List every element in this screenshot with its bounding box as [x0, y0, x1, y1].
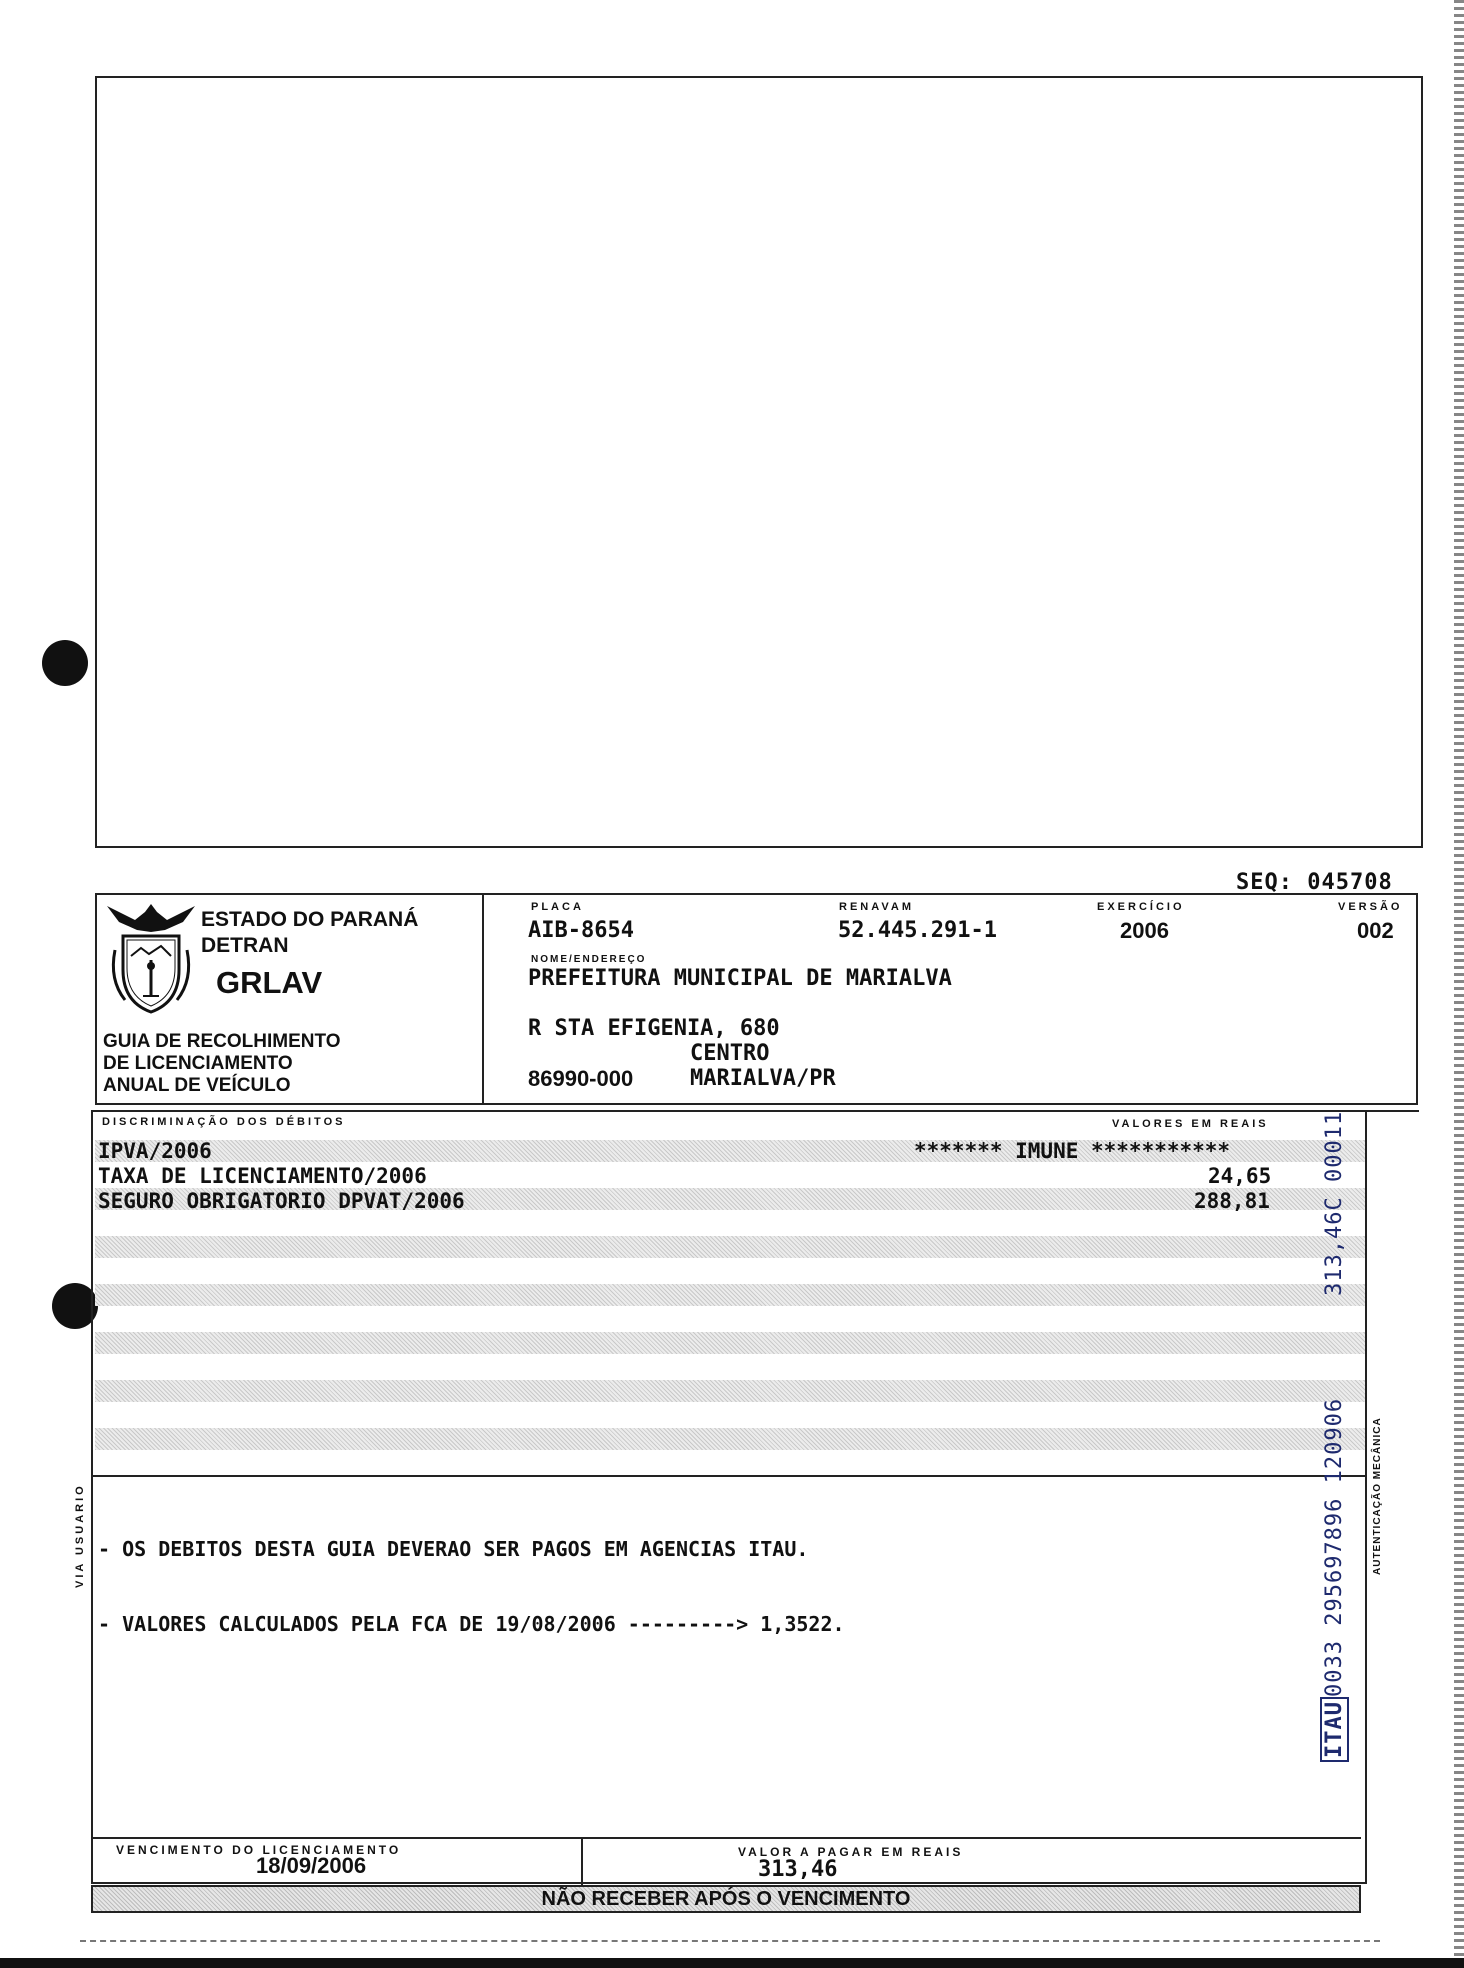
stripe-row [95, 1284, 1365, 1306]
issuer-agency: DETRAN [201, 934, 289, 957]
versao-value: 002 [1357, 918, 1394, 943]
note-line: - VALORES CALCULADOS PELA FCA DE 19/08/2006 ---------> 1,3522. [98, 1612, 845, 1636]
authentication-stamp [1322, 1398, 1347, 1762]
parana-coat-of-arms-icon [105, 900, 197, 1016]
debit-item-value: 24,65 [1208, 1164, 1272, 1188]
paper-edge-bottom [0, 1958, 1464, 1968]
authentication-amount: 313,46C 00011 [1322, 1110, 1347, 1296]
stripe-row [95, 1428, 1365, 1450]
issuer-state: ESTADO DO PARANÁ [201, 908, 419, 931]
address-street: R STA EFIGENIA, 680 [528, 1016, 780, 1041]
authentication-label: AUTENTICAÇÃO MECÂNICA [1372, 1417, 1383, 1575]
punch-hole [42, 640, 88, 686]
notes [98, 1487, 845, 1662]
document-name-line: ANUAL DE VEÍCULO [103, 1075, 291, 1096]
nome-endereco-label: NOME/ENDEREÇO [531, 954, 647, 965]
document-name-line: DE LICENCIAMENTO [103, 1053, 293, 1074]
footer-divider [581, 1837, 583, 1885]
stripe-row [95, 1236, 1365, 1258]
versao-label: VERSÃO [1338, 901, 1403, 913]
amount-value: 313,46 [758, 1857, 838, 1882]
cut-line [80, 1940, 1380, 1942]
exercicio-value: 2006 [1120, 918, 1169, 943]
address-cep: 86990-000 [528, 1066, 634, 1091]
bank-tag: ITAU [1320, 1697, 1349, 1762]
owner-name: PREFEITURA MUNICIPAL DE MARIALVA [528, 966, 952, 991]
issuer-acronym: GRLAV [216, 965, 323, 1000]
stripe-row [95, 1380, 1365, 1402]
notes-separator [91, 1475, 1367, 1477]
debit-item-description: IPVA/2006 [98, 1139, 212, 1163]
warning-bar: NÃO RECEBER APÓS O VENCIMENTO [91, 1885, 1361, 1913]
address-district: CENTRO [690, 1041, 770, 1066]
amount-label: VALOR A PAGAR EM REAIS [738, 1845, 964, 1859]
debit-item-value: ******* IMUNE *********** [914, 1139, 1231, 1163]
note-line: - OS DEBITOS DESTA GUIA DEVERAO SER PAGOS EM AGENCIAS ITAU. [98, 1537, 809, 1561]
stripe-row [95, 1332, 1365, 1354]
debits-section-label: DISCRIMINAÇÃO DOS DÉBITOS [102, 1116, 346, 1128]
due-date-label: VENCIMENTO DO LICENCIAMENTO [116, 1843, 402, 1857]
footer-separator [91, 1837, 1361, 1839]
due-date-value: 18/09/2006 [256, 1853, 367, 1878]
blank-area-box [95, 76, 1423, 848]
paper-edge-right [1454, 0, 1464, 1968]
via-usuario-label: VIA USUARIO [74, 1483, 86, 1588]
address-city: MARIALVA/PR [690, 1066, 836, 1091]
placa-value: AIB-8654 [528, 918, 634, 943]
document-name-line: GUIA DE RECOLHIMENTO [103, 1031, 341, 1052]
sequence-number: SEQ: 045708 [1236, 870, 1393, 895]
debit-item-value: 288,81 [1194, 1189, 1270, 1213]
header-divider [482, 893, 484, 1105]
renavam-value: 52.445.291-1 [838, 918, 997, 943]
rule [1367, 1110, 1419, 1112]
exercicio-label: EXERCÍCIO [1097, 901, 1185, 913]
authentication-stamp-code: 0033 295697896 120906 [1322, 1397, 1347, 1698]
renavam-label: RENAVAM [839, 901, 914, 913]
debit-item-description: TAXA DE LICENCIAMENTO/2006 [98, 1164, 427, 1188]
document-name [103, 1031, 341, 1097]
debit-item-description: SEGURO OBRIGATORIO DPVAT/2006 [98, 1189, 465, 1213]
placa-label: PLACA [531, 901, 584, 913]
values-label: VALORES EM REAIS [1112, 1118, 1269, 1130]
